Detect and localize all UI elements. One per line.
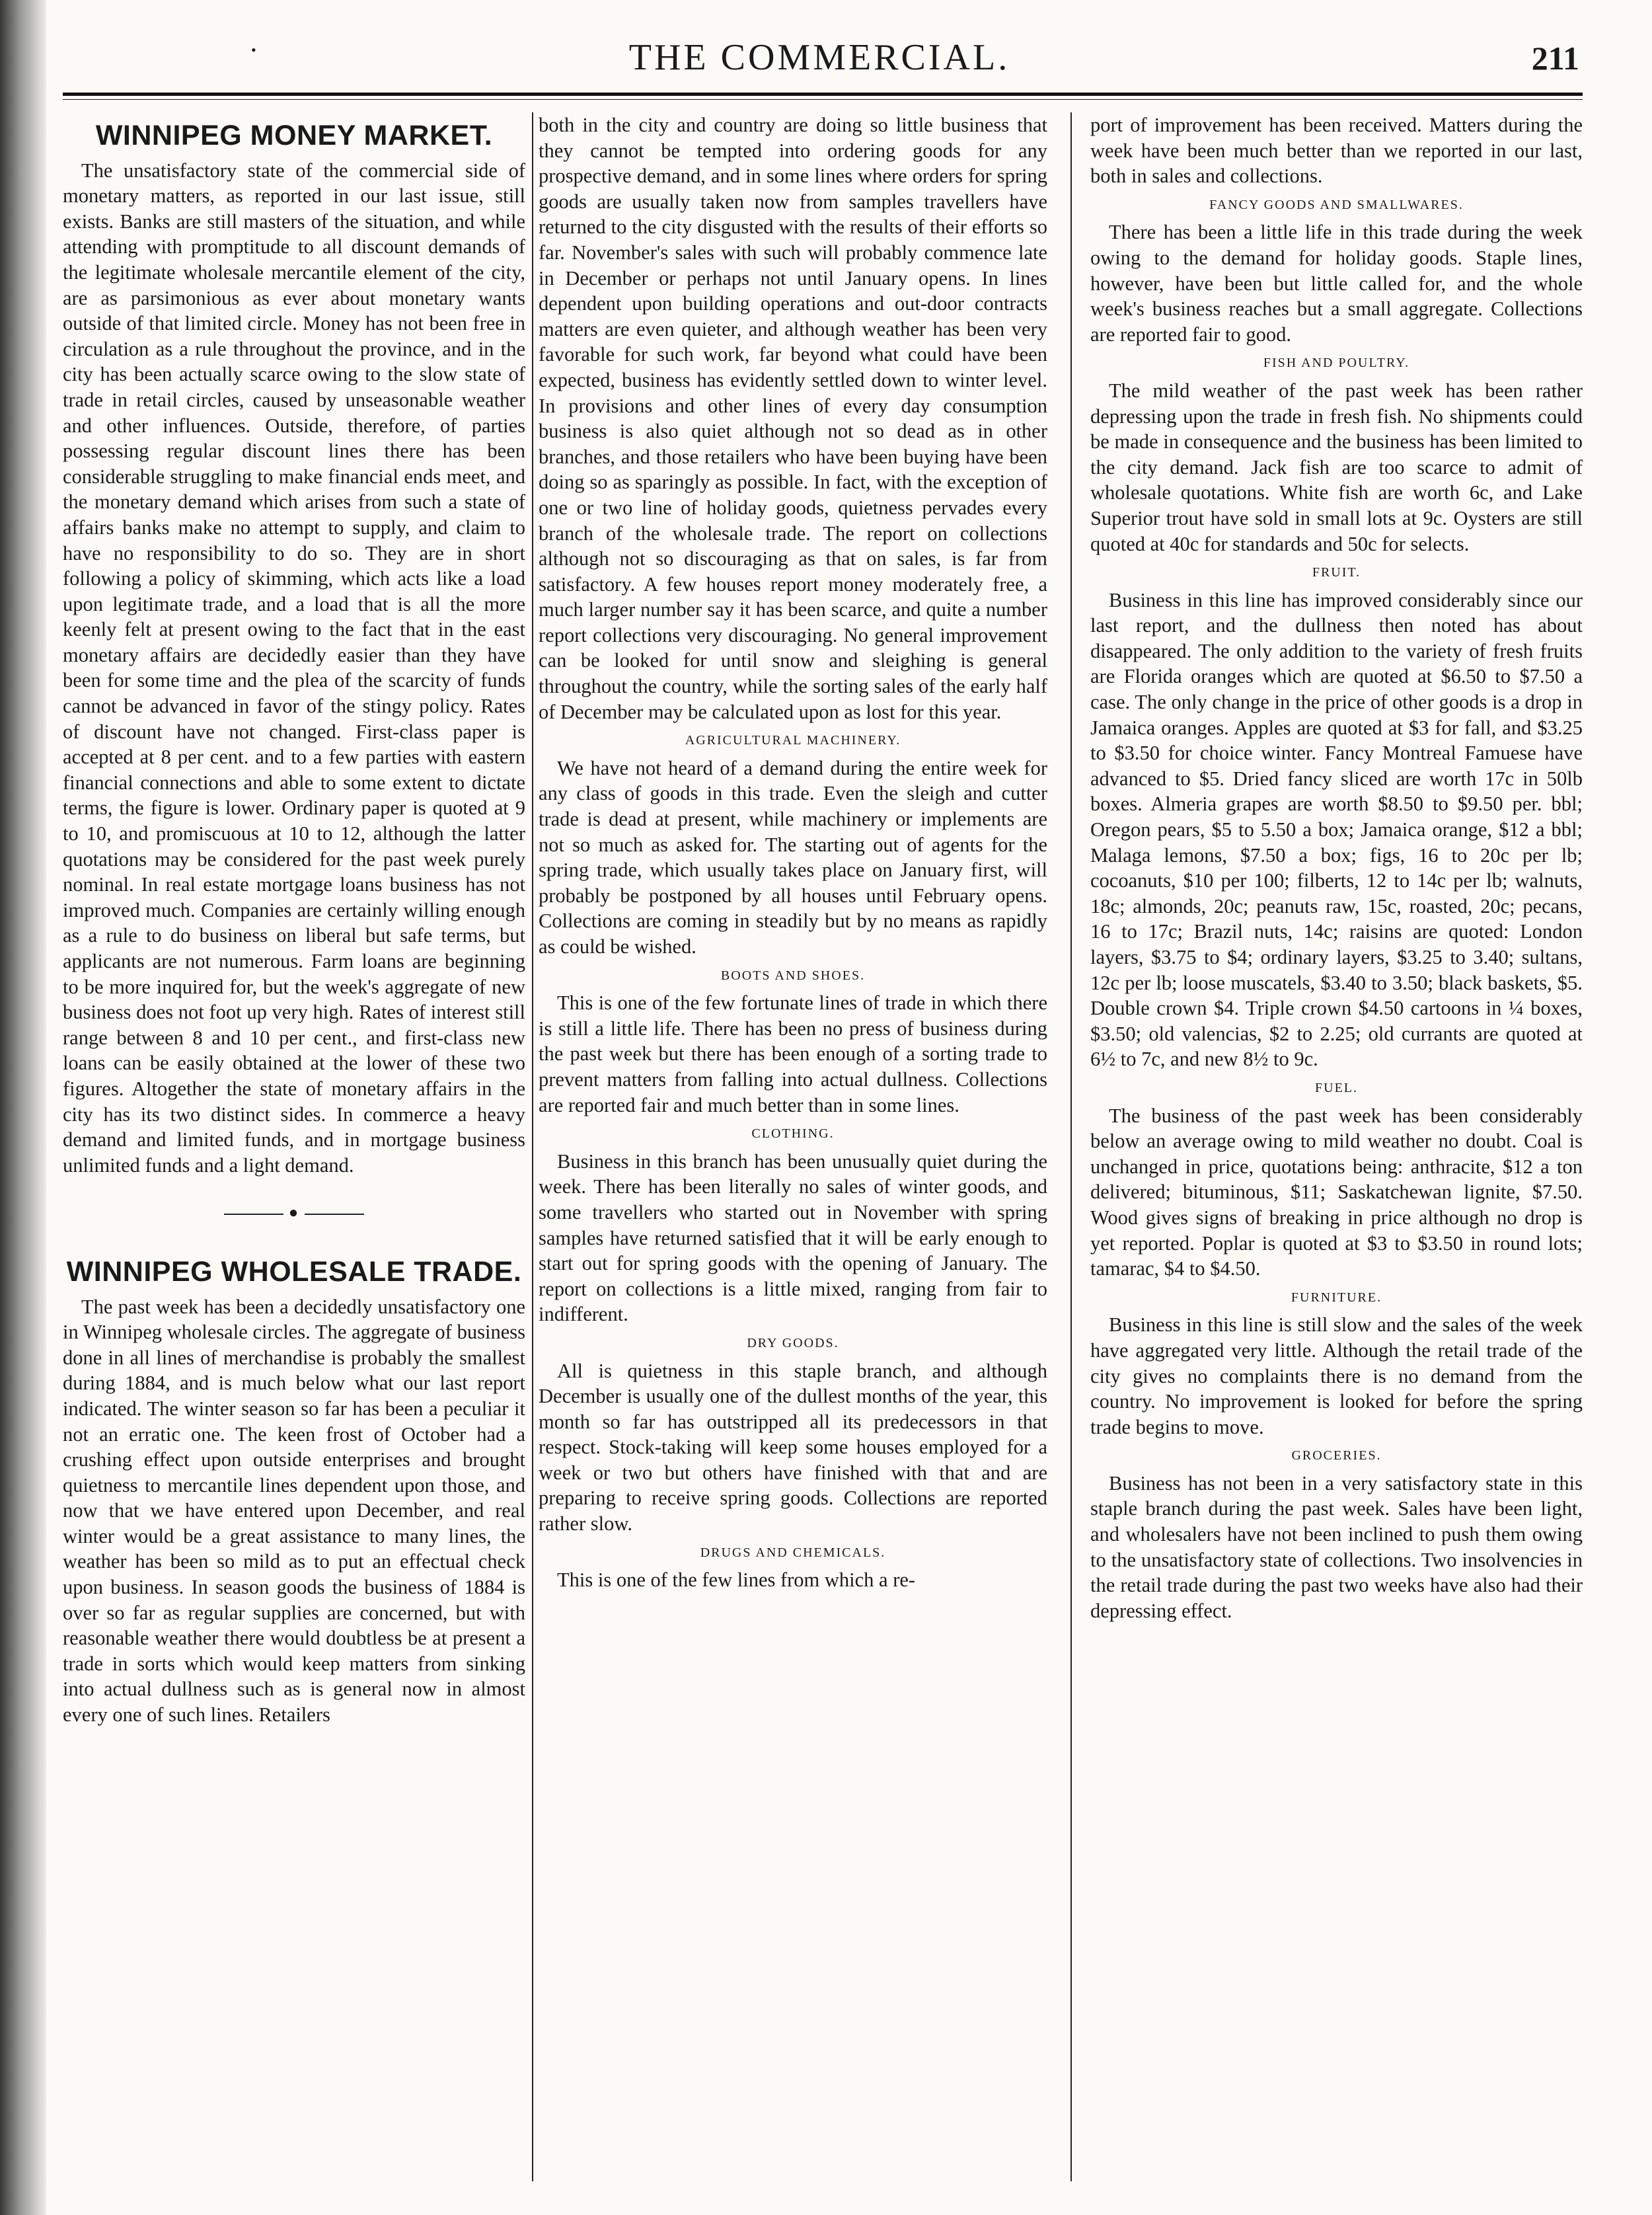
headline-money-market: WINNIPEG MONEY MARKET. [95, 120, 493, 151]
paragraph-groceries: Business has not been in a very satisfactory state in this staple branch during the past week. Sales have been light, and wholesalers have not been inclined to push them owing to the unsatisfactory state of collections. Two insolvencies in the retail trade during the past two weeks have also had their depressing effect. [1090, 1471, 1583, 1622]
subhead-fruit: FRUIT. [1312, 565, 1361, 580]
headline-wholesale-trade: WINNIPEG WHOLESALE TRADE. [66, 1255, 522, 1288]
column-divider [1070, 112, 1072, 2181]
paragraph-money-market: The unsatisfactory state of the commercial side of monetary matters, as reported in our last issue, still exists. Banks are still masters of the situation, and while attending with promptitude to all discount demands of the legitimate wholesale mercantile element of the city, are as parsimonious as ever about monetary wants outside of that limited circle. Money has not been free in circulation as a rule throughout the province, and in the city has been actually scarce owing to the slow state of trade in retail circles, caused by unseasonable weather and other influences. Outside, therefore, of parties possessing regular discount lines there has been considerable struggling to make financial ends meet, and the monetary demand which arises from such a state of affairs banks make no attempt to supply, and claim to have no responsibility to do so. They are in short following a policy of skimming, which acts like a load upon legitimate trade, and a load that is all the more keenly felt at present owing to the fact that in the east monetary affairs are decidedly easier than they have been for some time and the plea of the scarcity of funds cannot be advanced in favor of the stingy policy. Rates of discount have not changed. First-class paper is accepted at 8 per cent. and to a few parties with eastern financial connections and able to some extent to dictate terms, the figure is lower. Ordinary paper is quoted at 9 to 10, and promiscuous at 10 to 12, although the latter quotations may be considered for the past week purely nominal. In real estate mortgage loans business has not improved much. Companies are certainly willing enough as a rule to do business on liberal but safe terms, but applicants are not numerous. Farm loans are beginning to be more inquired for, but the week's aggregate of new business does not foot up very high. Rates of interest still range between 8 and 10 per cent., and first-class new loans can be easily obtained at the lower of these two figures. Altogether the state of monetary affairs in the city has its two distinct sides. In commerce a heavy demand and limited funds, and in mortgage business unlimited funds and a light demand. [63, 159, 525, 1177]
subhead-furniture: FURNITURE. [1291, 1290, 1382, 1305]
subhead-boots-and-shoes: BOOTS AND SHOES. [720, 968, 866, 983]
header-rule [63, 93, 1583, 100]
subhead-drugs-and-chemicals: DRUGS AND CHEMICALS. [700, 1545, 886, 1560]
paragraph-continuation: port of improvement has been received. Matters during the week have been much better than we reported in our last, both in sales and collections. [1090, 114, 1583, 188]
newspaper-title: THE COMMERCIAL. [628, 37, 1010, 78]
paragraph-fish-and-poultry: The mild weather of the past week has been rather depressing upon the trade in fresh fish. No shipments could be made in consequence and the business has been limited to the city demand. Jack fish are too scarce to admit of wholesale quotations. White fish are worth 6c, and Lake Superior trout have sold in small lots at 9c. Oysters are still quoted at 40c for standards and 50c for selects. [1090, 379, 1583, 555]
paragraph-furniture: Business in this line is still slow and the sales of the week have aggregated very little. Although the retail trade of the city gives no complaints there is no demand from the country. No improvement is looked for before the spring trade begins to move. [1090, 1313, 1583, 1438]
paragraph-fancy-goods: There has been a little life in this trade during the week owing to the demand for holiday goods. Staple lines, however, have been but little called for, and the whole week's business reaches but a small aggregate. Collections are reported fair to good. [1090, 221, 1583, 346]
paragraph-wholesale-trade: The past week has been a decidedly unsatisfactory one in Winnipeg wholesale circles. The aggregate of business done in all lines of merchandise is probably the smallest during 1884, and is much below what our last report indicated. The winter season so far has been a peculiar it not an erratic one. The keen frost of October had a crushing effect upon outside enterprises and brought quietness to mercantile lines dependent upon those, and now that we have entered upon December, and real winter would be a great assistance to many lines, the weather has been so mild as to put an effectual check upon business. In season goods the business of 1884 is over so far as regular supplies are concerned, but with reasonable weather there would doubtless be at present a trade in sorts which would keep matters from sinking into actual dullness such as is general now in almost every one of such lines. Retailers [63, 1295, 525, 1727]
paragraph-continuation: both in the city and country are doing so little business that they cannot be tempted into ordering goods for any prospective demand, and in some lines where orders for spring goods are usually taken now from samples travellers have returned to the city disgusted with the results of their efforts so far. November's sales with such will probably commence late in December or perhaps not until January opens. In lines dependent upon building operations and out-door contracts matters are even quieter, and although weather has been very favorable for such work, far beyond what could have been expected, business has evidently settled down to winter level. In provisions and other lines of every day consumption business is also quiet although not so dead as in other branches, and those retailers who have been buying have been doing so as sparingly as possible. In fact, with the exception of one or two line of holiday goods, quietness pervades every branch of the wholesale trade. The report on collections although not so discouraging as that on sales, is far from satisfactory. A few houses report money moderately free, a much larger number say it has been scarce, and quite a number report collections very discouraging. No general improvement can be looked for until snow and sleighing is general throughout the country, while the sorting sales of the early half of December may be calculated upon as lost for this year. [539, 114, 1047, 723]
page-header [59, 36, 1579, 83]
subhead-groceries: GROCERIES. [1291, 1448, 1382, 1463]
subhead-fuel: FUEL. [1315, 1080, 1358, 1095]
paragraph-fuel: The business of the past week has been considerably below an average owing to mild weather no doubt. Coal is unchanged in price, quotations being: anthracite, $12 a ton delivered; bituminous, $11; Saskatchewan lignite, $7.50. Wood gives signs of breaking in price although no drop is yet reported. Poplar is quoted at $3 to $3.50 in round lots; tamarac, $4 to $4.50. [1090, 1104, 1583, 1280]
paragraph-dry-goods: All is quietness in this staple branch, and although December is usually one of the dullest months of the year, this month so far has outstripped all its predecessors in that respect. Stock-taking will keep some houses employed for a week or two but others have finished with that and are preparing to receive spring goods. Collections are reported rather slow. [539, 1359, 1047, 1535]
section-separator: ● [63, 1200, 525, 1226]
subhead-agricultural-machinery: AGRICULTURAL MACHINERY. [685, 733, 901, 748]
ink-dot: • [251, 42, 256, 58]
column-divider [532, 112, 533, 2181]
paragraph-fruit: Business in this line has improved considerably since our last report, and the dullness then noted has about disappeared. The only addition to the variety of fresh fruits are Florida oranges which are quoted at $6.50 to $7.50 a case. The only change in the price of other goods is a drop in Jamaica oranges. Apples are quoted at $3 for fall, and $3.25 to $3.50 for choice winter. Fancy Montreal Famuese have advanced to $5. Dried fancy sliced are worth 17c in 50lb boxes. Almeria grapes are worth $8.50 to $9.50 per. bbl; Oregon pears, $5 to 5.50 a box; Jamaica orange, $12 a bbl; Malaga lemons, $7.50 a box; figs, 16 to 20c per lb; cocoanuts, $10 per 100; filberts, 12 to 14c per lb; walnuts, 18c; almonds, 20c; peanuts raw, 15c, roasted, 20c; pecans, 16 to 17c; Brazil nuts, 14c; raisins are quoted: London layers, $3.75 to $4; ordinary layers, $3.25 to 3.40; sultans, 12c per lb; loose muscatels, $3.40 to 3.50; black baskets, $5. Double crown $4. Triple crown $4.50 cartoons in ¼ boxes, $3.50; old valencias, $2 to 2.25; old currants are quoted at 6½ to 7c, and new 8½ to 9c. [1090, 588, 1583, 1071]
subhead-dry-goods: DRY GOODS. [747, 1335, 839, 1350]
paragraph-clothing: Business in this branch has been unusually quiet during the week. There has been literally no sales of winter goods, and some travellers who started out in November with spring samples have returned satisfied that it will be early enough to start out for spring goods with the opening of January. The report on collections is a little mixed, ranging from fair to indifferent. [539, 1149, 1047, 1326]
paragraph-agricultural-machinery: We have not heard of a demand during the entire week for any class of goods in this trade. Even the sleigh and cutter trade is dead at present, while machinery or implements are not so much as asked for. The starting out of agents for the spring trade, which usually takes place on January first, will probably be postponed by all houses until February opens. Collections are coming in steadily but by no means as rapidly as could be wished. [539, 756, 1047, 958]
subhead-fancy-goods: FANCY GOODS AND SMALLWARES. [1209, 197, 1464, 212]
paragraph-boots-and-shoes: This is one of the few fortunate lines of trade in which there is still a little life. There has been no press of business during the past week but there has been enough of a sorting trade to prevent matters from falling into actual dullness. Collections are reported fair and much better than in some lines. [539, 991, 1047, 1116]
page-number: 211 [1531, 40, 1579, 77]
paragraph-drugs-and-chemicals: This is one of the few lines from which a re- [557, 1569, 916, 1592]
column-2 [539, 112, 1047, 2188]
scanned-margin-shadow [0, 0, 46, 2215]
column-3 [1090, 112, 1583, 2188]
subhead-fish-and-poultry: FISH AND POULTRY. [1263, 356, 1410, 371]
article-columns [63, 112, 1583, 2201]
column-1 [63, 112, 525, 2188]
subhead-clothing: CLOTHING. [751, 1126, 835, 1142]
